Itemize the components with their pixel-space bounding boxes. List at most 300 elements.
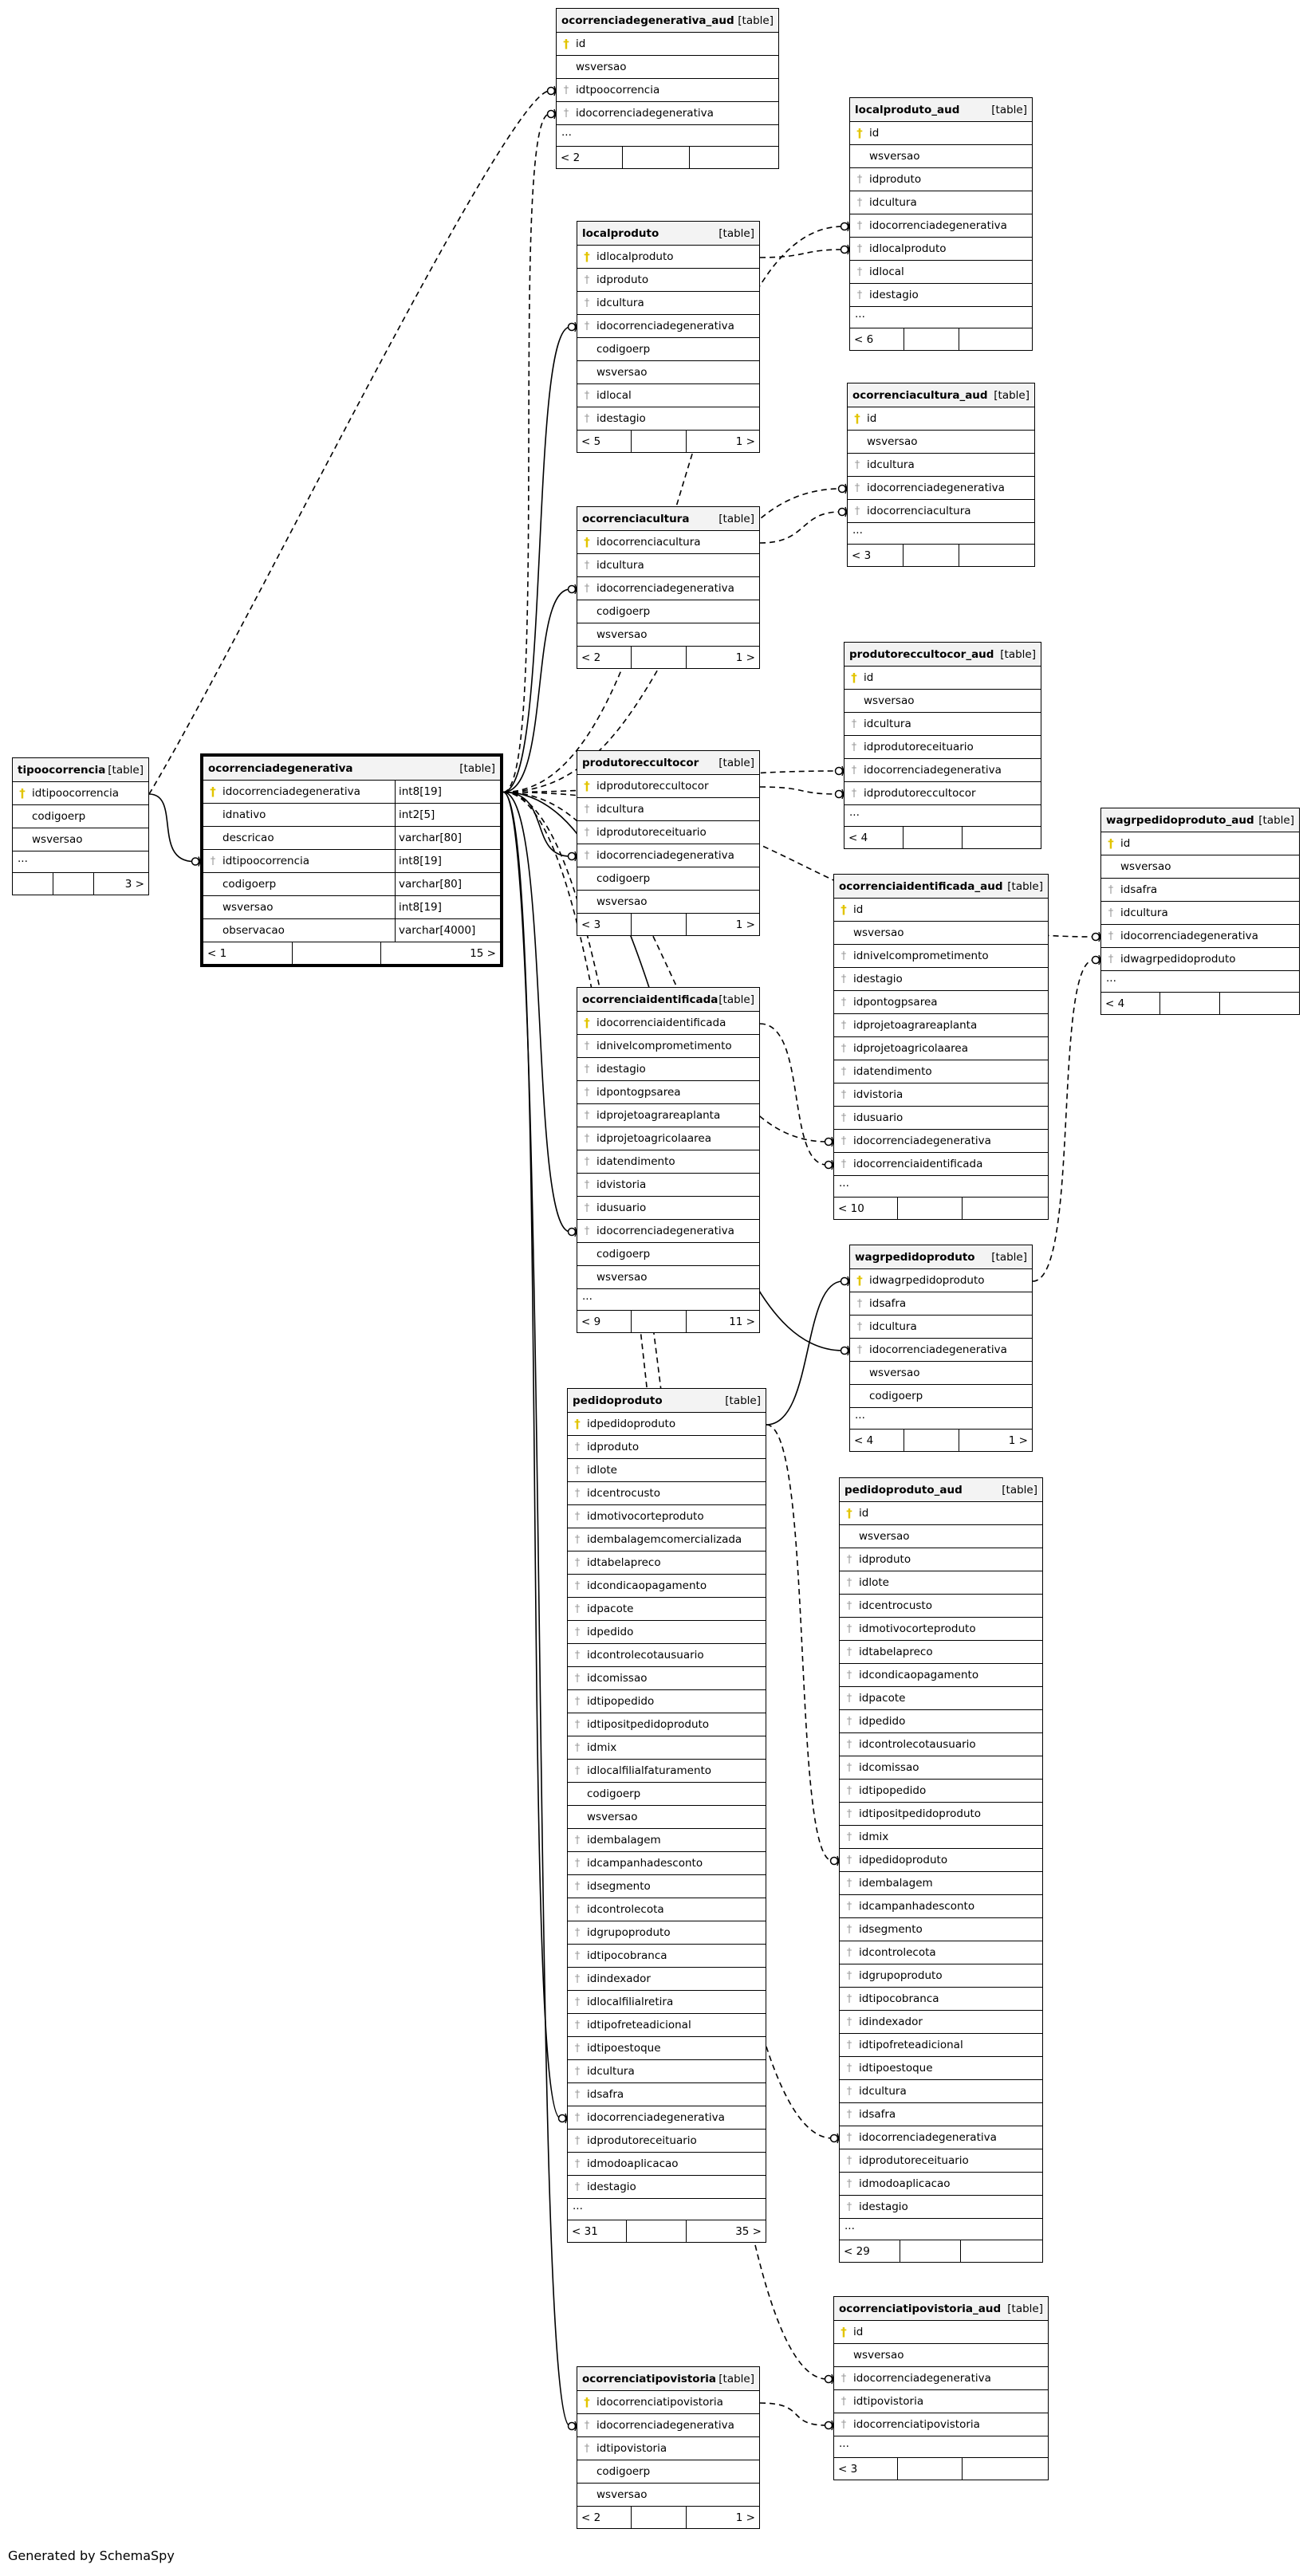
column-row[interactable]: [840, 2173, 1042, 2196]
many-end-marker: [569, 2423, 576, 2430]
column-row[interactable]: [840, 1641, 1042, 1664]
foreign-key-icon: †: [574, 1673, 581, 1685]
column-row[interactable]: [840, 2126, 1042, 2149]
column-row[interactable]: [13, 805, 148, 828]
foreign-key-icon: †: [574, 1881, 581, 1893]
column-name: idtipocobranca: [587, 1949, 667, 1962]
column-row[interactable]: [577, 623, 759, 647]
column-row[interactable]: [568, 1806, 766, 1829]
column-row[interactable]: [834, 1014, 1048, 1037]
column-name: idsafra: [587, 2088, 624, 2101]
column-row[interactable]: [840, 1733, 1042, 1756]
column-row[interactable]: [834, 922, 1048, 945]
column-row[interactable]: [850, 1316, 1032, 1339]
more-columns-indicator: ...: [834, 2436, 1048, 2458]
column-row[interactable]: [577, 600, 759, 623]
foreign-key-icon: †: [584, 390, 590, 402]
column-row[interactable]: [834, 1107, 1048, 1130]
table-wagrpedidoproduto_aud[interactable]: [1100, 808, 1300, 1015]
column-row[interactable]: [577, 338, 759, 361]
column-row[interactable]: [1101, 925, 1299, 948]
child-count: [959, 545, 1034, 566]
column-row[interactable]: [568, 1528, 766, 1551]
column-name: idtipovistoria: [596, 2442, 667, 2455]
column-row[interactable]: [577, 384, 759, 407]
column-row[interactable]: [1101, 879, 1299, 902]
column-row[interactable]: [577, 775, 759, 798]
column-row[interactable]: [834, 968, 1048, 991]
column-row[interactable]: [577, 1012, 759, 1035]
column-row[interactable]: [834, 1060, 1048, 1083]
column-name: wsversao: [596, 2488, 648, 2501]
column-row[interactable]: [840, 1964, 1042, 1988]
table-produtoreccultocor_aud[interactable]: [844, 642, 1041, 849]
table-header[interactable]: [844, 643, 1041, 667]
foreign-key-icon: †: [846, 1693, 852, 1705]
column-row[interactable]: [840, 1571, 1042, 1595]
column-name: idtipositpedidoproduto: [587, 1718, 710, 1731]
column-row[interactable]: [568, 1667, 766, 1690]
foreign-key-icon: †: [584, 1202, 590, 1214]
foreign-key-icon: †: [846, 1901, 852, 1913]
column-name: codigoerp: [596, 605, 651, 618]
column-row[interactable]: [568, 2014, 766, 2037]
column-row[interactable]: [568, 2130, 766, 2153]
footer-spacer: [293, 942, 382, 964]
table-tag: [table]: [1007, 2302, 1043, 2315]
table-header[interactable]: [840, 1478, 1042, 1502]
table-tag: [table]: [459, 761, 495, 775]
column-name: idcultura: [587, 2065, 635, 2078]
column-row[interactable]: [834, 1083, 1048, 1107]
column-row[interactable]: [848, 500, 1034, 523]
column-name: idcultura: [859, 2085, 907, 2098]
column-row[interactable]: [844, 782, 1041, 805]
column-name: codigoerp: [596, 1248, 651, 1260]
column-name: idocorrenciaidentificada: [596, 1017, 726, 1029]
column-row[interactable]: [577, 1197, 759, 1220]
parent-count: < 3: [834, 2458, 898, 2480]
column-row[interactable]: [844, 759, 1041, 782]
column-name: idpacote: [859, 1692, 906, 1705]
foreign-key-icon: †: [841, 2373, 847, 2385]
column-name: codigoerp: [596, 872, 651, 885]
table-header[interactable]: [834, 875, 1048, 899]
column-row[interactable]: [568, 1459, 766, 1482]
table-wagrpedidoproduto[interactable]: [849, 1245, 1033, 1452]
column-name: idprojetoagrareaplanta: [596, 1109, 721, 1122]
parent-count: < 5: [577, 431, 632, 452]
parent-count: < 9: [577, 1311, 632, 1332]
column-name: idtpoocorrencia: [576, 84, 660, 96]
table-ocorrenciacultura[interactable]: [577, 506, 760, 669]
table-tag: [table]: [991, 103, 1027, 116]
child-count: [959, 328, 1032, 350]
column-row[interactable]: [568, 2176, 766, 2199]
column-row[interactable]: [568, 2060, 766, 2083]
column-row[interactable]: [568, 1690, 766, 1713]
column-row[interactable]: [577, 1081, 759, 1104]
column-row[interactable]: [840, 1687, 1042, 1710]
column-row[interactable]: [557, 56, 778, 79]
column-row[interactable]: [840, 2011, 1042, 2034]
table-produtoreccultocor[interactable]: [577, 750, 760, 936]
table-header[interactable]: [568, 1389, 766, 1413]
primary-key-icon: †: [563, 37, 569, 51]
column-row[interactable]: [850, 1339, 1032, 1362]
column-name: id: [859, 1507, 869, 1520]
column-row[interactable]: [577, 246, 759, 269]
column-row[interactable]: [568, 1575, 766, 1598]
column-name: idproduto: [596, 273, 649, 286]
table-ocorrenciaidentificada[interactable]: [577, 987, 760, 1333]
column-row[interactable]: [568, 1505, 766, 1528]
column-row[interactable]: [577, 1035, 759, 1058]
table-header[interactable]: [577, 751, 759, 775]
column-row[interactable]: [850, 145, 1032, 168]
column-row[interactable]: [203, 804, 500, 827]
column-row[interactable]: [840, 1595, 1042, 1618]
generator-credit: Generated by SchemaSpy: [8, 2548, 175, 2563]
table-header[interactable]: [834, 2297, 1048, 2321]
foreign-key-icon: †: [846, 2178, 852, 2190]
column-row[interactable]: [850, 1292, 1032, 1316]
column-row[interactable]: [577, 1220, 759, 1243]
foreign-key-icon: †: [584, 1156, 590, 1168]
column-row[interactable]: [557, 33, 778, 56]
column-row[interactable]: [568, 1621, 766, 1644]
column-name: idproduto: [587, 1441, 640, 1453]
table-header[interactable]: [850, 98, 1032, 122]
column-row[interactable]: [840, 1664, 1042, 1687]
column-row[interactable]: [840, 1525, 1042, 1548]
column-row[interactable]: [850, 1362, 1032, 1385]
primary-key-icon: †: [851, 671, 857, 685]
column-row[interactable]: [568, 1482, 766, 1505]
table-header[interactable]: [203, 757, 500, 781]
column-row[interactable]: [577, 315, 759, 338]
column-row[interactable]: [557, 79, 778, 102]
column-row[interactable]: [840, 1756, 1042, 1780]
table-tag: [table]: [718, 756, 754, 769]
table-footer: [577, 2507, 759, 2528]
column-row[interactable]: [577, 1127, 759, 1150]
column-row[interactable]: [834, 1153, 1048, 1176]
column-row[interactable]: [834, 1130, 1048, 1153]
column-name: id: [576, 37, 586, 50]
column-row[interactable]: [568, 1968, 766, 1991]
column-row[interactable]: [844, 690, 1041, 713]
column-row[interactable]: [568, 1551, 766, 1575]
table-tipoocorrencia[interactable]: [12, 757, 149, 895]
column-row[interactable]: [840, 1872, 1042, 1895]
column-row[interactable]: [848, 477, 1034, 500]
table-localproduto[interactable]: [577, 221, 760, 453]
child-count: 1 >: [735, 435, 755, 448]
column-row[interactable]: [568, 1783, 766, 1806]
column-row[interactable]: [577, 531, 759, 554]
column-row[interactable]: [568, 1736, 766, 1760]
column-row[interactable]: [850, 284, 1032, 307]
column-row[interactable]: [577, 1174, 759, 1197]
column-row[interactable]: [203, 850, 500, 873]
column-row[interactable]: [577, 1058, 759, 1081]
column-row[interactable]: [577, 407, 759, 431]
column-row[interactable]: [850, 238, 1032, 261]
primary-key-icon: †: [584, 535, 590, 549]
foreign-key-icon: †: [574, 1511, 581, 1523]
column-row[interactable]: [577, 1266, 759, 1289]
table-name: localproduto: [582, 226, 659, 240]
table-header[interactable]: [848, 383, 1034, 407]
table-header[interactable]: [577, 222, 759, 246]
column-row[interactable]: [834, 945, 1048, 968]
table-tag: [table]: [718, 226, 754, 240]
foreign-key-icon: †: [846, 2016, 852, 2028]
column-row[interactable]: [840, 1618, 1042, 1641]
column-row[interactable]: [850, 214, 1032, 238]
column-row[interactable]: [577, 2414, 759, 2437]
column-row[interactable]: [840, 1548, 1042, 1571]
table-header[interactable]: [850, 1245, 1032, 1269]
column-row[interactable]: [568, 1898, 766, 1921]
foreign-key-icon: †: [574, 1534, 581, 1546]
column-row[interactable]: [577, 891, 759, 914]
column-row[interactable]: [840, 2103, 1042, 2126]
table-pedidoproduto_aud[interactable]: [839, 1477, 1043, 2263]
column-row[interactable]: [848, 407, 1034, 431]
column-name: idocorrenciadegenerativa: [596, 849, 734, 862]
relationship-line: [766, 1281, 843, 1425]
table-ocorrenciaidentificada_aud[interactable]: [833, 874, 1049, 1220]
column-row[interactable]: [203, 827, 500, 850]
table-header[interactable]: [577, 988, 759, 1012]
table-header[interactable]: [577, 2367, 759, 2391]
column-row[interactable]: [850, 1269, 1032, 1292]
primary-key-icon: †: [854, 411, 860, 426]
footer-spacer: [904, 545, 959, 566]
column-row[interactable]: [848, 431, 1034, 454]
table-header[interactable]: [13, 758, 148, 782]
column-row[interactable]: [577, 867, 759, 891]
column-row[interactable]: [844, 736, 1041, 759]
column-row[interactable]: [577, 2437, 759, 2460]
column-row[interactable]: [568, 1875, 766, 1898]
column-row[interactable]: [203, 919, 500, 942]
foreign-key-icon: †: [856, 289, 863, 301]
column-row[interactable]: [840, 1988, 1042, 2011]
column-row[interactable]: [840, 2057, 1042, 2080]
column-name: idpedido: [859, 1715, 906, 1728]
many-end-marker: [825, 1162, 833, 1169]
column-row[interactable]: [834, 991, 1048, 1014]
column-row[interactable]: [568, 1829, 766, 1852]
column-row[interactable]: [840, 2080, 1042, 2103]
column-row[interactable]: [568, 2037, 766, 2060]
column-row[interactable]: [850, 191, 1032, 214]
foreign-key-icon: †: [574, 1465, 581, 1477]
column-row[interactable]: [834, 899, 1048, 922]
column-row[interactable]: [850, 122, 1032, 145]
column-row[interactable]: [840, 1502, 1042, 1525]
column-name: idocorrenciadegenerativa: [853, 1135, 991, 1147]
foreign-key-icon: †: [574, 2112, 581, 2124]
column-row[interactable]: [577, 554, 759, 577]
column-row[interactable]: [850, 261, 1032, 284]
column-row[interactable]: [1101, 902, 1299, 925]
column-row[interactable]: [568, 1598, 766, 1621]
column-name: observacao: [222, 924, 285, 937]
child-count: 15 >: [470, 946, 496, 960]
column-row[interactable]: [840, 1780, 1042, 1803]
column-row[interactable]: [203, 781, 500, 804]
column-row[interactable]: [577, 1104, 759, 1127]
column-row[interactable]: [1101, 832, 1299, 855]
column-row[interactable]: [577, 2484, 759, 2507]
column-row[interactable]: [1101, 948, 1299, 971]
foreign-key-icon: †: [846, 2039, 852, 2051]
more-columns-indicator: ...: [557, 125, 778, 147]
column-name: idocorrenciacultura: [596, 536, 701, 549]
column-row[interactable]: [840, 1941, 1042, 1964]
table-localproduto_aud[interactable]: [849, 97, 1033, 351]
column-name: idvistoria: [596, 1178, 647, 1191]
column-row[interactable]: [834, 2321, 1048, 2344]
table-header[interactable]: [1101, 808, 1299, 832]
column-row[interactable]: [834, 2344, 1048, 2367]
column-row[interactable]: [577, 361, 759, 384]
relationship-line: [503, 589, 570, 792]
column-name: idmix: [859, 1831, 889, 1843]
many-end-marker: [836, 791, 843, 798]
column-row[interactable]: [840, 2034, 1042, 2057]
column-row[interactable]: [13, 782, 148, 805]
foreign-key-icon: †: [584, 1133, 590, 1145]
table-ocorrenciacultura_aud[interactable]: [847, 383, 1035, 567]
table-header[interactable]: [557, 9, 778, 33]
table-tag: [table]: [1002, 1483, 1037, 1496]
foreign-key-icon: †: [846, 1854, 852, 1866]
table-pedidoproduto[interactable]: [567, 1388, 766, 2243]
foreign-key-icon: †: [841, 950, 847, 962]
many-end-marker: [1092, 957, 1100, 964]
table-name: pedidoproduto: [573, 1394, 663, 1407]
column-row[interactable]: [848, 454, 1034, 477]
column-row[interactable]: [568, 1991, 766, 2014]
column-row[interactable]: [840, 2149, 1042, 2173]
column-row[interactable]: [568, 1713, 766, 1736]
primary-key-icon: †: [574, 1417, 581, 1431]
column-row[interactable]: [844, 667, 1041, 690]
column-name: idprodutoreceituario: [587, 2134, 697, 2147]
table-ocorrenciadegenerativa[interactable]: [200, 753, 503, 967]
column-row[interactable]: [577, 1243, 759, 1266]
table-header[interactable]: [577, 507, 759, 531]
column-row[interactable]: [577, 798, 759, 821]
column-row[interactable]: [568, 2153, 766, 2176]
many-end-marker: [839, 486, 846, 493]
child-count: 1 >: [1008, 1434, 1028, 1447]
column-row[interactable]: [850, 168, 1032, 191]
column-name: idcultura: [869, 196, 917, 209]
column-row[interactable]: [568, 2106, 766, 2130]
table-ocorrenciadegenerativa_aud[interactable]: [556, 8, 779, 169]
column-row[interactable]: [577, 269, 759, 292]
column-row[interactable]: [577, 292, 759, 315]
column-row[interactable]: [1101, 855, 1299, 879]
column-row[interactable]: [850, 1385, 1032, 1408]
column-row[interactable]: [577, 1150, 759, 1174]
column-row[interactable]: [568, 1436, 766, 1459]
many-end-marker: [831, 2135, 838, 2142]
column-name: idocorrenciatipovistoria: [853, 2418, 980, 2431]
foreign-key-icon: †: [856, 243, 863, 255]
column-row[interactable]: [203, 873, 500, 896]
column-name: idembalagem: [859, 1877, 933, 1890]
column-row[interactable]: [568, 1852, 766, 1875]
column-row[interactable]: [568, 1644, 766, 1667]
column-row[interactable]: [840, 1826, 1042, 1849]
foreign-key-icon: †: [574, 1488, 581, 1500]
column-row[interactable]: [568, 1921, 766, 1945]
column-row[interactable]: [840, 1803, 1042, 1826]
foreign-key-icon: †: [584, 321, 590, 332]
column-name: idsegmento: [587, 1880, 651, 1893]
column-name: idtipofreteadicional: [859, 2039, 963, 2051]
column-name: idcultura: [864, 718, 911, 730]
table-name: ocorrenciatipovistoria: [582, 2372, 716, 2385]
table-tag: [table]: [1007, 879, 1043, 893]
column-row[interactable]: [557, 102, 778, 125]
column-row[interactable]: [568, 1413, 766, 1436]
column-type: int8[19]: [395, 781, 500, 803]
column-name: idembalagem: [587, 1834, 661, 1846]
column-row[interactable]: [834, 1037, 1048, 1060]
column-row[interactable]: [577, 844, 759, 867]
table-ocorrenciatipovistoria[interactable]: [577, 2366, 760, 2529]
column-row[interactable]: [577, 821, 759, 844]
column-row[interactable]: [568, 1945, 766, 1968]
column-row[interactable]: [840, 1849, 1042, 1872]
primary-key-icon: †: [841, 903, 847, 917]
column-name: idestagio: [596, 1063, 646, 1076]
column-row[interactable]: [840, 1710, 1042, 1733]
column-row[interactable]: [834, 2367, 1048, 2390]
column-row[interactable]: [840, 2196, 1042, 2219]
foreign-key-icon: †: [210, 855, 216, 867]
column-row[interactable]: [203, 896, 500, 919]
column-row[interactable]: [13, 828, 148, 851]
column-row[interactable]: [577, 2391, 759, 2414]
column-row[interactable]: [568, 1760, 766, 1783]
foreign-key-icon: †: [574, 2135, 581, 2147]
foreign-key-icon: †: [841, 2419, 847, 2431]
column-row[interactable]: [834, 2390, 1048, 2413]
column-row[interactable]: [840, 1895, 1042, 1918]
column-name: idocorrenciadegenerativa: [1120, 930, 1258, 942]
column-row[interactable]: [577, 2460, 759, 2484]
column-row[interactable]: [840, 1918, 1042, 1941]
foreign-key-icon: †: [846, 1970, 852, 1982]
column-row[interactable]: [844, 713, 1041, 736]
foreign-key-icon: †: [846, 1993, 852, 2005]
column-row[interactable]: [568, 2083, 766, 2106]
column-name: id: [864, 671, 874, 684]
table-ocorrenciatipovistoria_aud[interactable]: [833, 2296, 1049, 2480]
column-row[interactable]: [577, 577, 759, 600]
foreign-key-icon: †: [574, 2043, 581, 2055]
column-row[interactable]: [834, 2413, 1048, 2436]
